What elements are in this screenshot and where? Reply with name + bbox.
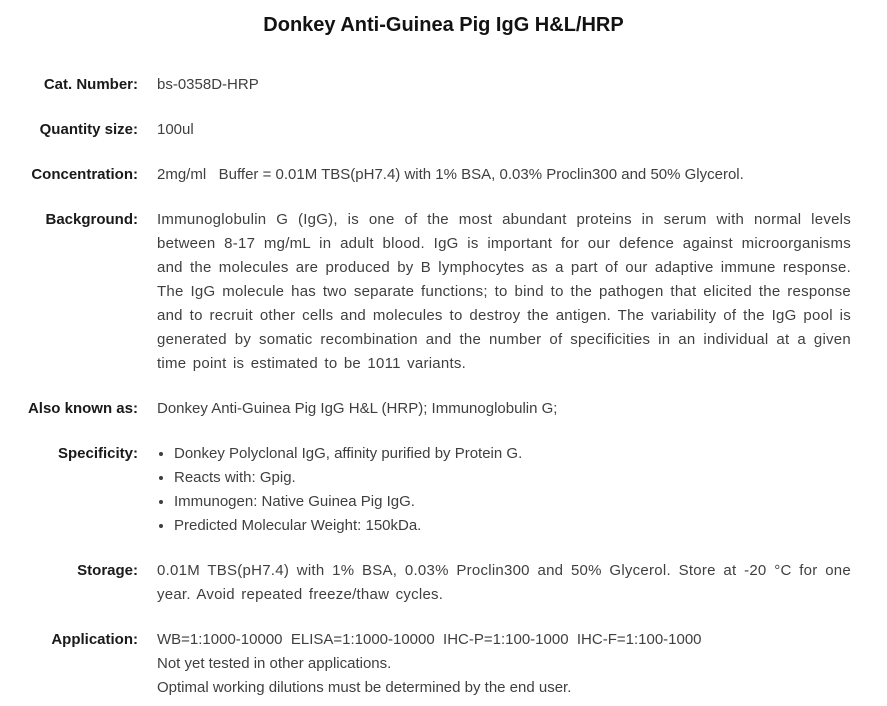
- datasheet-row: [0, 559, 887, 607]
- row-value-also-known-as: Donkey Anti-Guinea Pig IgG H&L (HRP); Immunoglobulin G;: [157, 400, 558, 417]
- row-value-background: Immunoglobulin G (IgG), is one of the most abundant proteins in serum with normal levels between 8-17 mg/mL in adult blood. IgG is important for our defence against microorganisms and the molecules are produced by B lymphocytes as a part of our adaptive immune response. The IgG molecule has two separate functions; to bind to the pathogen that elicited the response and to recruit other cells and molecules to destroy the antigen. The variability of the IgG pool is generated by somatic recombination and the number of specificities in an individual at a given time point is estimated to be 1011 variants.: [157, 211, 858, 372]
- value-line: WB=1:1000-10000 ELISA=1:1000-10000 IHC-P=1:100-1000 IHC-F=1:100-1000: [157, 631, 702, 648]
- page-title: Donkey Anti-Guinea Pig IgG H&L/HRP: [263, 14, 624, 36]
- row-label-cat-number: Cat. Number:: [43, 76, 138, 93]
- datasheet-row: [0, 397, 887, 421]
- datasheet-row: [0, 208, 887, 376]
- datasheet-row: [0, 628, 887, 700]
- row-label-concentration: Concentration:: [31, 166, 138, 183]
- datasheet-row: [0, 73, 887, 97]
- row-value-storage: 0.01M TBS(pH7.4) with 1% BSA, 0.03% Proclin300 and 50% Glycerol. Store at -20 °C for one year. Avoid repeated freeze/thaw cycles.: [157, 562, 858, 603]
- datasheet-row: [0, 163, 887, 187]
- value-line: Optimal working dilutions must be determined by the end user.: [157, 679, 572, 696]
- bullet-item: • Immunogen: Native Guinea Pig IgG.: [174, 490, 851, 514]
- bullet-item: • Donkey Polyclonal IgG, affinity purified by Protein G.: [174, 442, 851, 466]
- row-value-concentration: 2mg/ml Buffer = 0.01M TBS(pH7.4) with 1% BSA, 0.03% Proclin300 and 50% Glycerol.: [157, 166, 744, 183]
- row-label-application: Application:: [51, 631, 138, 648]
- row-value-quantity-size: 100ul: [157, 121, 194, 138]
- row-label-quantity-size: Quantity size:: [39, 121, 138, 138]
- bullet-list-specificity: [157, 442, 851, 538]
- row-label-storage: Storage:: [77, 562, 138, 579]
- row-label-specificity: Specificity:: [57, 445, 138, 462]
- row-value-specificity: [157, 442, 887, 538]
- row-label-background: Background:: [45, 211, 138, 228]
- datasheet-row: [0, 442, 887, 538]
- row-value-application: [157, 628, 887, 700]
- row-value-cat-number: bs-0358D-HRP: [157, 76, 259, 93]
- value-line: Not yet tested in other applications.: [157, 655, 392, 672]
- datasheet-row: [0, 118, 887, 142]
- bullet-item: • Predicted Molecular Weight: 150kDa.: [174, 514, 851, 538]
- datasheet-rows: [0, 73, 887, 700]
- bullet-item: • Reacts with: Gpig.: [174, 466, 851, 490]
- row-label-also-known-as: Also known as:: [27, 400, 138, 417]
